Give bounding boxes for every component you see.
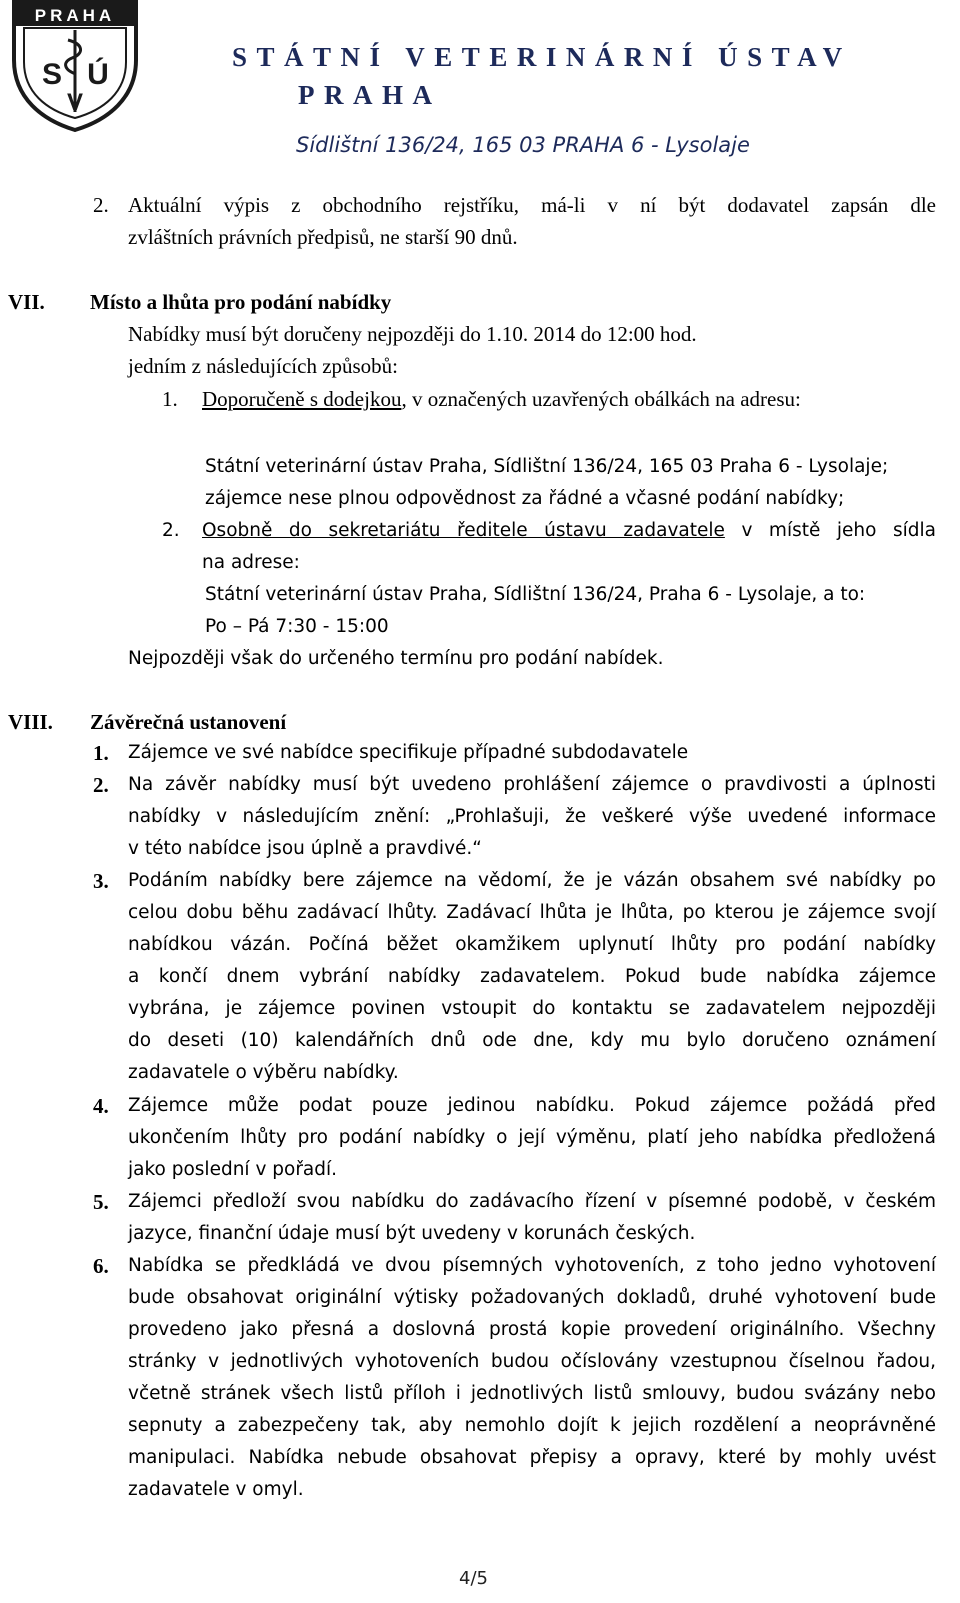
option-number: 2. [162,520,180,541]
section-numeral: VII. [8,290,45,314]
provision-line: Zájemce může podat pouze jedinou nabídku. Pokud zájemce požádá před [128,1095,936,1116]
paragraph-line: Aktuální výpis z obchodního rejstříku, má-li v ní být dodavatel zapsán dle [128,193,936,217]
paragraph-line: na adrese: [202,552,300,573]
page-number: 4/5 [459,1568,488,1589]
deadline-note: Nejpozději však do určeného termínu pro podání nabídek. [128,648,664,669]
logo-top-text: PRAHA [34,6,116,25]
section-heading: Závěrečná ustanovení [90,710,287,734]
institute-address: Sídlištní 136/24, 165 03 PRAHA 6 - Lysolaje [296,133,750,157]
option-rest: , v označených uzavřených obálkách na adresu: [401,387,801,411]
provision-line: včetně stránek všech listů příloh i jednotlivých listů smlouvy, budou svázány nebo [128,1383,936,1404]
option-rest: v místě jeho sídla [724,520,936,541]
provision-line: Zájemci předloží svou nabídku do zadávacího řízení v písemné podobě, v českém [128,1191,936,1212]
paragraph-line: jedním z následujících způsobů: [128,354,399,378]
provision-line: a končí dnem vybrání nabídky zadavatelem. Pokud bude nabídka zájemce [128,966,936,987]
paragraph-line: Nabídky musí být doručeny nejpozději do 1.10. 2014 do 12:00 hod. [128,322,697,346]
provision-number: 4. [93,1094,109,1118]
logo-letter-u: Ú [87,58,109,91]
provision-line: celou dobu běhu zadávací lhůty. Zadávací lhůta je lhůta, po kterou je zájemce svojí [128,902,936,923]
provision-line: zadavatele o výběru nabídky. [128,1062,399,1083]
institute-logo [10,0,140,132]
option-text [202,387,801,411]
item-number: 2. [93,193,109,217]
paragraph-line: zvláštních právních předpisů, ne starší 90 dnů. [128,225,518,249]
provision-line: jako poslední v pořadí. [128,1159,338,1180]
provision-line: sepnuty a zabezpečeny tak, aby nemohlo dojít k jejich rozdělení a neoprávněné [128,1415,936,1436]
provision-line: Podáním nabídky bere zájemce na vědomí, že je vázán obsahem své nabídky po [128,870,936,891]
provision-number: 2. [93,773,109,797]
institute-title: STÁTNÍ VETERINÁRNÍ ÚSTAV [232,42,852,72]
provision-line: provedeno jako přesná a doslovná prostá kopie provedení originálního. Všechny [128,1319,936,1340]
provision-line: manipulaci. Nabídka nebude obsahovat přepisy a opravy, které by mohly uvést [128,1447,936,1468]
provision-line: Na závěr nabídky musí být uvedeno prohlášení zájemce o pravdivosti a úplnosti [128,774,936,795]
section-heading: Místo a lhůta pro podání nabídky [90,290,392,314]
section-numeral: VIII. [8,710,53,734]
option-method-underlined: Doporučeně s dodejkou [202,387,402,411]
logo-letter-s: S [41,58,63,91]
provision-line: v této nabídce jsou úplně a pravdivé.“ [128,838,482,859]
option-number: 1. [162,387,178,411]
provision-line: Nabídka se předkládá ve dvou písemných vyhotoveních, z toho jedno vyhotovení [128,1255,936,1276]
provision-line: nabídky v následujícím znění: „Prohlašuji, že veškeré výše uvedené informace [128,806,936,827]
option-text [202,519,936,543]
provision-line: bude obsahovat originální výtisky požadovaných dokladů, druhé vyhotovení bude [128,1287,936,1308]
provision-line: ukončením lhůty pro podání nabídky o její výměnu, platí jeho nabídka předložená [128,1127,936,1148]
provision-line: Zájemce ve své nabídce specifikuje případné subdodavatele [128,742,689,763]
office-hours: Po – Pá 7:30 - 15:00 [205,616,389,637]
provision-line: do deseti (10) kalendářních dnů ode dne, kdy mu bylo doručeno oznámení [128,1030,936,1051]
provision-number: 1. [93,741,109,765]
institute-city: PRAHA [298,80,442,110]
address-line: zájemce nese plnou odpovědnost za řádné a včasné podání nabídky; [205,488,845,509]
provision-number: 6. [93,1254,109,1278]
option-method-underlined: Osobně do sekretariátu ředitele ústavu zadavatele [202,520,725,541]
provision-number: 3. [93,869,109,893]
logo-letter-v: V [66,89,84,116]
provision-line: stránky v jednotlivých vyhotoveních budou očíslovány vzestupnou číselnou řadou, [128,1351,936,1372]
address-line: Státní veterinární ústav Praha, Sídlištní 136/24, 165 03 Praha 6 - Lysolaje; [205,456,889,477]
provision-number: 5. [93,1190,109,1214]
provision-line: nabídkou vázán. Počíná běžet okamžikem uplynutí lhůty pro podání nabídky [128,934,936,955]
provision-line: vybrána, je zájemce povinen vstoupit do kontaktu se zadavatelem nejpozději [128,998,936,1019]
provision-line: zadavatele v omyl. [128,1479,304,1500]
provision-line: jazyce, finanční údaje musí být uvedeny v korunách českých. [128,1223,696,1244]
address-line: Státní veterinární ústav Praha, Sídlištní 136/24, Praha 6 - Lysolaje, a to: [205,584,866,605]
